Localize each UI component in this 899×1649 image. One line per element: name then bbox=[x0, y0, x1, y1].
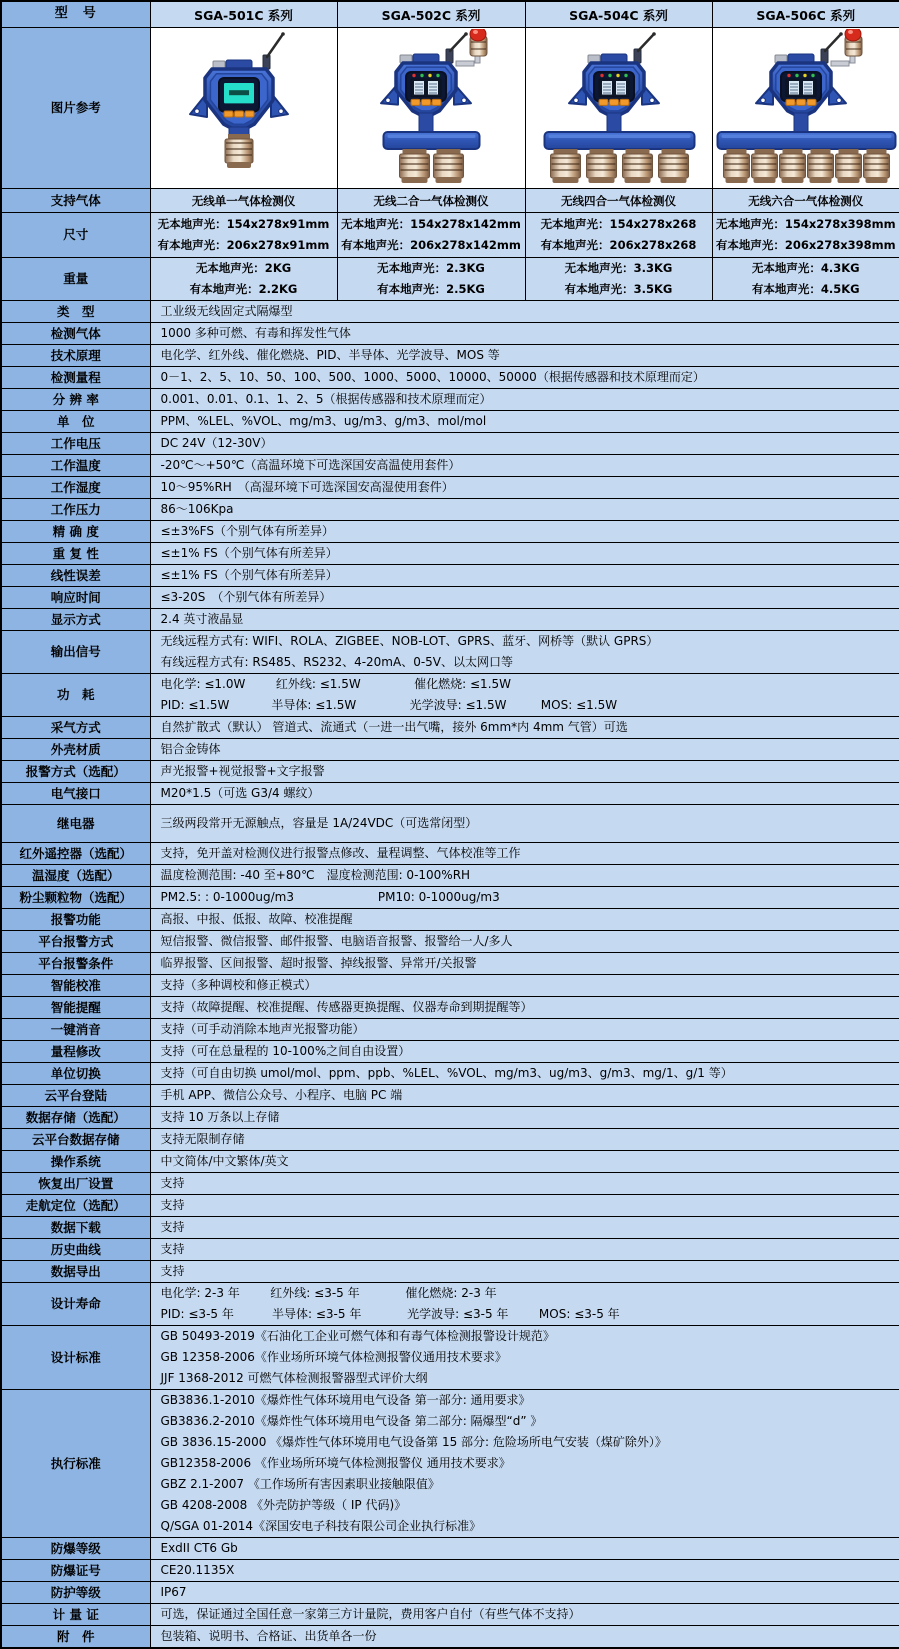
row-value bbox=[150, 587, 899, 609]
value-line: PID: ≤3-5 年 半导体: ≤3-5 年 光学波导: ≤3-5 年 MOS: ≤3-5 年 bbox=[161, 1304, 899, 1325]
value-line: PPM、%LEL、%VOL、mg/m3、ug/m3、g/m3、mol/mol bbox=[161, 411, 899, 432]
row-label: 计 量 证 bbox=[1, 1604, 150, 1626]
row-value bbox=[150, 997, 899, 1019]
row-label: 智能提醒 bbox=[1, 997, 150, 1019]
value-line: GB 12358-2006《作业场所环境气体检测报警仪通用技术要求》 bbox=[161, 1347, 899, 1368]
value-line: JJF 1368-2012 可燃气体检测报警器型式评价大纲 bbox=[161, 1368, 899, 1389]
spec-row bbox=[1, 1085, 899, 1107]
value-line: GBZ 2.1-2007 《工作场所有害因素职业接触限值》 bbox=[161, 1474, 899, 1495]
row-value bbox=[150, 1151, 899, 1173]
spec-row bbox=[1, 739, 899, 761]
spec-row bbox=[1, 1626, 899, 1649]
row-value bbox=[150, 1019, 899, 1041]
row-label: 电气接口 bbox=[1, 783, 150, 805]
row-value bbox=[150, 367, 899, 389]
product-image-sga-501c bbox=[150, 28, 337, 189]
model-header-row bbox=[1, 1, 899, 28]
row-label-images: 图片参考 bbox=[1, 28, 150, 189]
spec-row bbox=[1, 609, 899, 631]
row-label: 量程修改 bbox=[1, 1041, 150, 1063]
size-value: 无本地声光：154x278x268 有本地声光：206x278x268 bbox=[525, 213, 712, 258]
size-value: 无本地声光：154x278x142mm 有本地声光：206x278x142mm bbox=[337, 213, 525, 258]
spec-row bbox=[1, 1151, 899, 1173]
row-value bbox=[150, 1239, 899, 1261]
value-line: 中文简体/中文繁体/英文 bbox=[161, 1151, 899, 1172]
spec-row bbox=[1, 909, 899, 931]
value-line: 1000 多种可燃、有毒和挥发性气体 bbox=[161, 323, 899, 344]
row-label: 防爆等级 bbox=[1, 1538, 150, 1560]
row-label: 云平台登陆 bbox=[1, 1085, 150, 1107]
spec-row bbox=[1, 323, 899, 345]
row-value bbox=[150, 301, 899, 323]
spec-row bbox=[1, 1239, 899, 1261]
row-value bbox=[150, 477, 899, 499]
row-label: 单 位 bbox=[1, 411, 150, 433]
row-label: 平台报警条件 bbox=[1, 953, 150, 975]
row-label: 恢复出厂设置 bbox=[1, 1173, 150, 1195]
row-label: 工作湿度 bbox=[1, 477, 150, 499]
row-label: 报警功能 bbox=[1, 909, 150, 931]
value-line: 支持（故障提醒、校准提醒、传感器更换提醒、仪器寿命到期提醒等） bbox=[161, 997, 899, 1018]
spec-row bbox=[1, 455, 899, 477]
value-line: 0.001、0.01、0.1、1、2、5（根据传感器和技术原理而定） bbox=[161, 389, 899, 410]
size-value: 无本地声光：154x278x398mm 有本地声光：206x278x398mm bbox=[712, 213, 899, 258]
value-line: 声光报警+视觉报警+文字报警 bbox=[161, 761, 899, 782]
row-label-model: 型 号 bbox=[1, 1, 150, 28]
row-value bbox=[150, 543, 899, 565]
spec-row bbox=[1, 1283, 899, 1326]
row-value bbox=[150, 499, 899, 521]
value-line: 高报、中报、低报、故障、校准提醒 bbox=[161, 909, 899, 930]
row-value bbox=[150, 631, 899, 674]
spec-row bbox=[1, 887, 899, 909]
row-value bbox=[150, 783, 899, 805]
support-value: 无线二合一气体检测仪 bbox=[337, 189, 525, 213]
value-line: PID: ≤1.5W 半导体: ≤1.5W 光学波导: ≤1.5W MOS: ≤1.5W bbox=[161, 695, 899, 716]
row-value bbox=[150, 761, 899, 783]
row-value bbox=[150, 1195, 899, 1217]
spec-row bbox=[1, 1173, 899, 1195]
spec-row bbox=[1, 1217, 899, 1239]
row-label: 工作温度 bbox=[1, 455, 150, 477]
value-line: ExdII CT6 Gb bbox=[161, 1538, 899, 1559]
product-image-sga-502c bbox=[337, 28, 525, 189]
spec-row bbox=[1, 1390, 899, 1538]
supported-gas-row bbox=[1, 189, 899, 213]
row-label: 单位切换 bbox=[1, 1063, 150, 1085]
row-label: 工作电压 bbox=[1, 433, 150, 455]
row-label: 输出信号 bbox=[1, 631, 150, 674]
spec-row bbox=[1, 805, 899, 843]
row-value bbox=[150, 1390, 899, 1538]
value-line: Q/SGA 01-2014《深国安电子科技有限公司企业执行标准》 bbox=[161, 1516, 899, 1537]
row-value bbox=[150, 887, 899, 909]
row-value bbox=[150, 717, 899, 739]
spec-row bbox=[1, 1129, 899, 1151]
weight-row bbox=[1, 258, 899, 301]
support-value: 无线六合一气体检测仪 bbox=[712, 189, 899, 213]
spec-row bbox=[1, 843, 899, 865]
row-value bbox=[150, 565, 899, 587]
spec-row bbox=[1, 499, 899, 521]
row-value bbox=[150, 433, 899, 455]
row-label: 类 型 bbox=[1, 301, 150, 323]
spec-row bbox=[1, 631, 899, 674]
row-value bbox=[150, 1626, 899, 1649]
row-label: 智能校准 bbox=[1, 975, 150, 997]
value-line: 支持（可在总量程的 10-100%之间自由设置） bbox=[161, 1041, 899, 1062]
spec-row bbox=[1, 783, 899, 805]
weight-value: 无本地声光：2KG 有本地声光：2.2KG bbox=[150, 258, 337, 301]
row-label: 工作压力 bbox=[1, 499, 150, 521]
value-line: GB12358-2006 《作业场所环境气体检测报警仪 通用技术要求》 bbox=[161, 1453, 899, 1474]
size-value: 无本地声光：154x278x91mm 有本地声光：206x278x91mm bbox=[150, 213, 337, 258]
value-line: GB 3836.15-2000 《爆炸性气体环境用电气设备第 15 部分: 危险场所电气安装（煤矿除外）》 bbox=[161, 1432, 899, 1453]
row-label: 精 确 度 bbox=[1, 521, 150, 543]
spec-row bbox=[1, 1326, 899, 1390]
value-line: GB3836.1-2010《爆炸性气体环境用电气设备 第一部分: 通用要求》 bbox=[161, 1390, 899, 1411]
row-label: 检测气体 bbox=[1, 323, 150, 345]
value-line: 支持，免开盖对检测仪进行报警点修改、量程调整、气体校准等工作 bbox=[161, 843, 899, 864]
row-value bbox=[150, 1261, 899, 1283]
value-line: 可选，保证通过全国任意一家第三方计量院，费用客户自付（有些气体不支持） bbox=[161, 1604, 899, 1625]
row-label: 防爆证号 bbox=[1, 1560, 150, 1582]
value-line: 铝合金铸体 bbox=[161, 739, 899, 760]
model-name-502c: SGA-502C 系列 bbox=[337, 1, 525, 28]
row-label: 分 辨 率 bbox=[1, 389, 150, 411]
spec-row bbox=[1, 543, 899, 565]
spec-row bbox=[1, 1019, 899, 1041]
value-line: 无线远程方式有: WIFI、ROLA、ZIGBEE、NOB-LOT、GPRS、蓝牙、网桥等（默认 GPRS） bbox=[161, 631, 899, 652]
row-label: 报警方式（选配） bbox=[1, 761, 150, 783]
row-value bbox=[150, 609, 899, 631]
row-label: 走航定位（选配） bbox=[1, 1195, 150, 1217]
spec-row bbox=[1, 1604, 899, 1626]
value-line: 自然扩散式（默认） 管道式、流通式（一进一出气嘴，接外 6mm*内 4mm 气管）可选 bbox=[161, 717, 899, 738]
spec-row bbox=[1, 1261, 899, 1283]
value-line: 支持无限制存储 bbox=[161, 1129, 899, 1150]
row-value bbox=[150, 931, 899, 953]
model-name-501c: SGA-501C 系列 bbox=[150, 1, 337, 28]
value-line: IP67 bbox=[161, 1582, 899, 1603]
value-line: GB3836.2-2010《爆炸性气体环境用电气设备 第二部分: 隔爆型“d” 》 bbox=[161, 1411, 899, 1432]
spec-row bbox=[1, 389, 899, 411]
row-value bbox=[150, 345, 899, 367]
row-label: 执行标准 bbox=[1, 1390, 150, 1538]
row-value bbox=[150, 1560, 899, 1582]
row-label: 云平台数据存储 bbox=[1, 1129, 150, 1151]
size-row bbox=[1, 213, 899, 258]
spec-row bbox=[1, 477, 899, 499]
value-line: ≤3-20S （个别气体有所差异） bbox=[161, 587, 899, 608]
value-line: ≤±3%FS（个别气体有所差异） bbox=[161, 521, 899, 542]
row-label: 外壳材质 bbox=[1, 739, 150, 761]
image-row bbox=[1, 28, 899, 189]
spec-row bbox=[1, 1560, 899, 1582]
value-line: 10～95%RH （高湿环境下可选深国安高湿使用套件） bbox=[161, 477, 899, 498]
spec-row bbox=[1, 433, 899, 455]
value-line: GB 4208-2008 《外壳防护等级（ IP 代码)》 bbox=[161, 1495, 899, 1516]
row-label: 一键消音 bbox=[1, 1019, 150, 1041]
row-value bbox=[150, 323, 899, 345]
value-line: 临界报警、区间报警、超时报警、掉线报警、异常开/关报警 bbox=[161, 953, 899, 974]
value-line: 电化学、红外线、催化燃烧、PID、半导体、光学波导、MOS 等 bbox=[161, 345, 899, 366]
row-value bbox=[150, 1582, 899, 1604]
row-value bbox=[150, 411, 899, 433]
row-value bbox=[150, 739, 899, 761]
row-label: 数据导出 bbox=[1, 1261, 150, 1283]
row-value bbox=[150, 389, 899, 411]
row-label: 技术原理 bbox=[1, 345, 150, 367]
spec-row bbox=[1, 1195, 899, 1217]
spec-row bbox=[1, 975, 899, 997]
row-label: 红外遥控器（选配） bbox=[1, 843, 150, 865]
row-label: 防护等级 bbox=[1, 1582, 150, 1604]
value-line: 电化学: 2-3 年 红外线: ≤3-5 年 催化燃烧: 2-3 年 bbox=[161, 1283, 899, 1304]
row-label: 显示方式 bbox=[1, 609, 150, 631]
spec-row bbox=[1, 1538, 899, 1560]
value-line: DC 24V（12-30V） bbox=[161, 433, 899, 454]
spec-row bbox=[1, 865, 899, 887]
row-value bbox=[150, 674, 899, 717]
spec-row bbox=[1, 953, 899, 975]
row-value bbox=[150, 1538, 899, 1560]
value-line: GB 50493-2019《石油化工企业可燃气体和有毒气体检测报警设计规范》 bbox=[161, 1326, 899, 1347]
value-line: 手机 APP、微信公众号、小程序、电脑 PC 端 bbox=[161, 1085, 899, 1106]
value-line: -20℃～+50℃（高温环境下可选深国安高温使用套件） bbox=[161, 455, 899, 476]
row-value bbox=[150, 1107, 899, 1129]
row-value bbox=[150, 1085, 899, 1107]
row-label: 数据存储（选配） bbox=[1, 1107, 150, 1129]
row-value bbox=[150, 843, 899, 865]
value-line: 支持 bbox=[161, 1173, 899, 1194]
row-value bbox=[150, 975, 899, 997]
row-label: 数据下载 bbox=[1, 1217, 150, 1239]
row-label: 平台报警方式 bbox=[1, 931, 150, 953]
spec-row bbox=[1, 997, 899, 1019]
row-label: 继电器 bbox=[1, 805, 150, 843]
spec-row bbox=[1, 674, 899, 717]
value-line: ≤±1% FS（个别气体有所差异） bbox=[161, 543, 899, 564]
row-value bbox=[150, 1041, 899, 1063]
row-label: 响应时间 bbox=[1, 587, 150, 609]
row-value bbox=[150, 805, 899, 843]
row-label: 线性误差 bbox=[1, 565, 150, 587]
row-label-size: 尺寸 bbox=[1, 213, 150, 258]
value-line: 包装箱、说明书、合格证、出货单各一份 bbox=[161, 1626, 899, 1647]
row-label: 采气方式 bbox=[1, 717, 150, 739]
value-line: 短信报警、微信报警、邮件报警、电脑语音报警、报警给一人/多人 bbox=[161, 931, 899, 952]
value-line: 支持（可自由切换 umol/mol、ppm、ppb、%LEL、%VOL、mg/m3、ug/m3、g/m3、mg/1、g/1 等） bbox=[161, 1063, 899, 1084]
row-value bbox=[150, 953, 899, 975]
value-line: 电化学: ≤1.0W 红外线: ≤1.5W 催化燃烧: ≤1.5W bbox=[161, 674, 899, 695]
row-label: 设计寿命 bbox=[1, 1283, 150, 1326]
support-value: 无线单一气体检测仪 bbox=[150, 189, 337, 213]
value-line: 支持（多种调校和修正模式） bbox=[161, 975, 899, 996]
spec-row bbox=[1, 931, 899, 953]
value-line: 支持 bbox=[161, 1217, 899, 1238]
value-line: 支持 bbox=[161, 1239, 899, 1260]
row-label: 操作系统 bbox=[1, 1151, 150, 1173]
row-value bbox=[150, 865, 899, 887]
spec-row bbox=[1, 1582, 899, 1604]
value-line: 三级两段常开无源触点，容量是 1A/24VDC（可选常闭型） bbox=[161, 813, 899, 834]
value-line: 支持（可手动消除本地声光报警功能） bbox=[161, 1019, 899, 1040]
row-label: 重 复 性 bbox=[1, 543, 150, 565]
row-label: 检测量程 bbox=[1, 367, 150, 389]
row-value bbox=[150, 1604, 899, 1626]
spec-row bbox=[1, 411, 899, 433]
row-value bbox=[150, 1283, 899, 1326]
model-name-504c: SGA-504C 系列 bbox=[525, 1, 712, 28]
spec-row bbox=[1, 1041, 899, 1063]
value-line: 工业级无线固定式隔爆型 bbox=[161, 301, 899, 322]
row-value bbox=[150, 1129, 899, 1151]
row-value bbox=[150, 455, 899, 477]
value-line: 支持 bbox=[161, 1195, 899, 1216]
value-line: 86～106Kpa bbox=[161, 499, 899, 520]
value-line: ≤±1% FS（个别气体有所差异） bbox=[161, 565, 899, 586]
spec-row bbox=[1, 367, 899, 389]
value-line: 温度检测范围: -40 至+80℃ 湿度检测范围: 0-100%RH bbox=[161, 865, 899, 886]
model-name-506c: SGA-506C 系列 bbox=[712, 1, 899, 28]
weight-value: 无本地声光：4.3KG 有本地声光：4.5KG bbox=[712, 258, 899, 301]
value-line: 有线远程方式有: RS485、RS232、4-20mA、0-5V、以太网口等 bbox=[161, 652, 899, 673]
row-value bbox=[150, 1326, 899, 1390]
row-label: 附 件 bbox=[1, 1626, 150, 1649]
row-value bbox=[150, 1173, 899, 1195]
row-label: 设计标准 bbox=[1, 1326, 150, 1390]
value-line: PM2.5: : 0-1000ug/m3 PM10: 0-1000ug/m3 bbox=[161, 887, 899, 908]
spec-row bbox=[1, 761, 899, 783]
spec-row bbox=[1, 1107, 899, 1129]
product-image-sga-504c bbox=[525, 28, 712, 189]
weight-value: 无本地声光：2.3KG 有本地声光：2.5KG bbox=[337, 258, 525, 301]
spec-row bbox=[1, 717, 899, 739]
value-line: 2.4 英寸液晶显 bbox=[161, 609, 899, 630]
value-line: M20*1.5（可选 G3/4 螺纹） bbox=[161, 783, 899, 804]
row-label: 粉尘颗粒物（选配） bbox=[1, 887, 150, 909]
value-line: 0－1、2、5、10、50、100、500、1000、5000、10000、50000（根据传感器和技术原理而定） bbox=[161, 367, 899, 388]
row-value bbox=[150, 521, 899, 543]
product-image-sga-506c bbox=[712, 28, 899, 189]
spec-row bbox=[1, 587, 899, 609]
row-value bbox=[150, 1217, 899, 1239]
row-value bbox=[150, 1063, 899, 1085]
value-line: 支持 10 万条以上存储 bbox=[161, 1107, 899, 1128]
support-value: 无线四合一气体检测仪 bbox=[525, 189, 712, 213]
value-line: CE20.1135X bbox=[161, 1560, 899, 1581]
row-label-support: 支持气体 bbox=[1, 189, 150, 213]
spec-row bbox=[1, 345, 899, 367]
spec-row bbox=[1, 565, 899, 587]
row-label: 历史曲线 bbox=[1, 1239, 150, 1261]
spec-row bbox=[1, 301, 899, 323]
row-value bbox=[150, 909, 899, 931]
row-label: 功 耗 bbox=[1, 674, 150, 717]
weight-value: 无本地声光：3.3KG 有本地声光：3.5KG bbox=[525, 258, 712, 301]
row-label-weight: 重量 bbox=[1, 258, 150, 301]
spec-row bbox=[1, 1063, 899, 1085]
value-line: 支持 bbox=[161, 1261, 899, 1282]
spec-row bbox=[1, 521, 899, 543]
row-label: 温湿度（选配） bbox=[1, 865, 150, 887]
